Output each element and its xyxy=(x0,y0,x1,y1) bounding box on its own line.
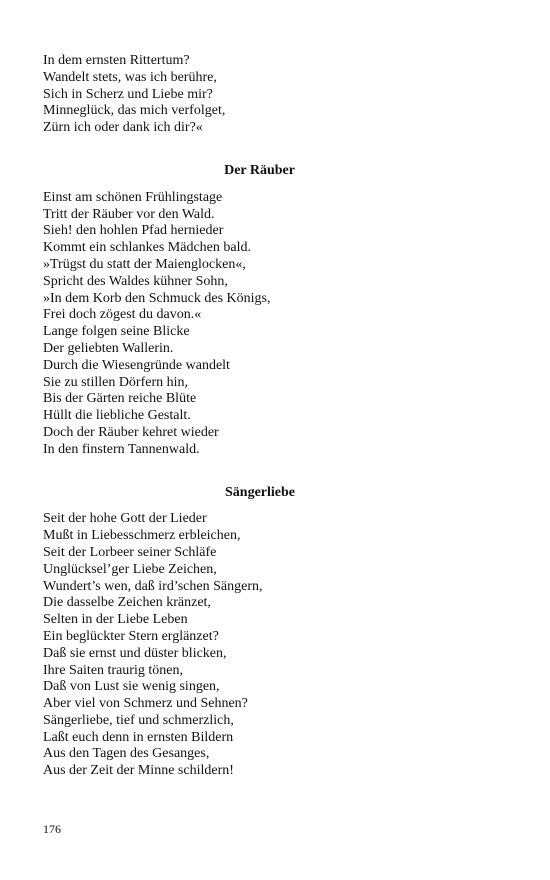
poem-line: In den finstern Tannenwald. xyxy=(43,441,200,457)
poem-line: Ihre Saiten traurig tönen, xyxy=(43,662,183,678)
poem-line: »In dem Korb den Schmuck des Königs, xyxy=(43,290,271,306)
poem-line: Doch der Räuber kehret wieder xyxy=(43,424,219,440)
page-body xyxy=(43,53,295,780)
poem-line: Mußt in Liebesschmerz erbleichen, xyxy=(43,528,241,544)
poem-line: Bis der Gärten reiche Blüte xyxy=(43,391,197,407)
poem-line: Sie zu stillen Dörfern hin, xyxy=(43,374,189,390)
poem-line: Daß sie ernst und düster blicken, xyxy=(43,645,227,661)
poem-title-saengerliebe: Sängerliebe xyxy=(225,484,295,500)
poem-continuation xyxy=(43,53,295,137)
poem-line: Ein beglückter Stern erglänzet? xyxy=(43,628,219,644)
poem-line: Die dasselbe Zeichen kränzet, xyxy=(43,595,211,611)
poem-line: Selten in der Liebe Leben xyxy=(43,612,188,628)
poem-line: »Trügst du statt der Maienglocken«, xyxy=(43,256,246,272)
poem-line: Wandelt stets, was ich berühre, xyxy=(43,69,217,85)
poem-line: Daß von Lust sie wenig singen, xyxy=(43,679,220,695)
poem-line: Kommt ein schlankes Mädchen bald. xyxy=(43,240,252,256)
poem-line: Durch die Wiesengründe wandelt xyxy=(43,357,230,373)
poem-line: Tritt der Räuber vor den Wald. xyxy=(43,206,215,222)
page-number: 176 xyxy=(43,822,61,836)
poem-line: Sieh! den hohlen Pfad hernieder xyxy=(43,223,224,239)
poem-line: Sängerliebe, tief und schmerzlich, xyxy=(43,712,234,728)
poem-line: Seit der hohe Gott der Lieder xyxy=(43,511,207,527)
poem-line: Der geliebten Wallerin. xyxy=(43,340,174,356)
poem-line: Aber viel von Schmerz und Sehnen? xyxy=(43,696,248,712)
poem-line: Hüllt die liebliche Gestalt. xyxy=(43,408,191,424)
poem-saengerliebe xyxy=(43,511,295,780)
poem-line: Unglücksel’ger Liebe Zeichen, xyxy=(43,561,217,577)
poem-der-raeuber xyxy=(43,190,295,459)
poem-line: Wundert’s wen, daß ird’schen Sängern, xyxy=(43,578,263,594)
poem-title-der-raeuber: Der Räuber xyxy=(224,162,295,178)
poem-line: Laßt euch denn in ernsten Bildern xyxy=(43,729,234,745)
poem-line: Sich in Scherz und Liebe mir? xyxy=(43,86,213,102)
poem-line: Aus der Zeit der Minne schildern! xyxy=(43,763,234,779)
poem-line: Seit der Lorbeer seiner Schläfe xyxy=(43,544,217,560)
poem-line: Einst am schönen Frühlingstage xyxy=(43,189,223,205)
poem-line: Frei doch zögest du davon.« xyxy=(43,307,202,323)
poem-line: Minneglück, das mich verfolget, xyxy=(43,103,226,119)
poem-line: Lange folgen seine Blicke xyxy=(43,324,190,340)
poem-line: Spricht des Waldes kühner Sohn, xyxy=(43,273,228,289)
poem-line: In dem ernsten Rittertum? xyxy=(43,53,190,68)
poem-line: Zürn ich oder dank ich dir?« xyxy=(43,120,203,136)
poem-line: Aus den Tagen des Gesanges, xyxy=(43,746,210,762)
